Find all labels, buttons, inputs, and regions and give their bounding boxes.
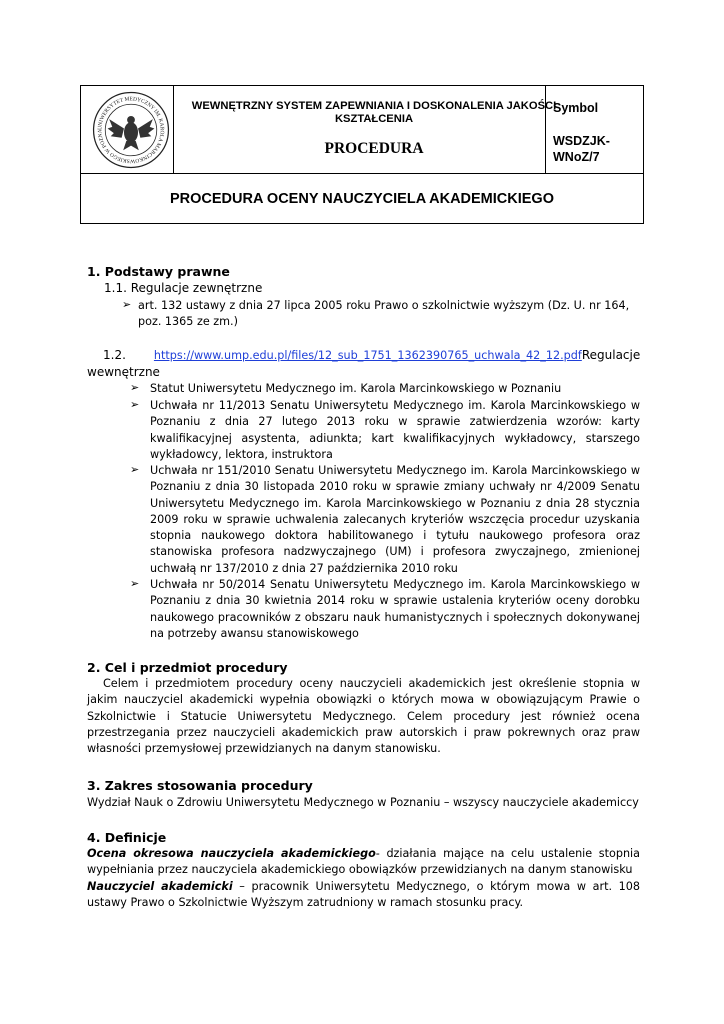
section2-body: Celem i przedmiotem procedury oceny nauczycieli akademickich jest określenie stopnia w jakim nauczyciel akademicki wypełnia obowiązki o których mowa w obowiązującym Prawie o Szkolnictwie i Statucie Uniwersytetu Medycznego. Celem procedury jest również ocena przestrzegania przez nauczycieli akademickich praw autorskich i praw pokrewnych oraz praw własności przemysłowej przewidzianych na danym stanowisku. <box>87 677 640 756</box>
external-regulation-item: art. 132 ustawy z dnia 27 lipca 2005 roku Prawo o szkolnictwie wyższym (Dz. U. nr 164, poz. 1365 ze zm.) <box>138 299 630 329</box>
definition-2 <box>87 879 640 912</box>
definition-1-body: - działania mające na celu ustalenie stopnia wypełniania przez nauczyciela akademickiego obowiązków przewidzianych na danym stanowisku <box>87 847 640 877</box>
definition-1 <box>87 846 640 879</box>
regulations-pdf-link[interactable]: https://www.ump.edu.pl/files/12_sub_1751_1362390765_uchwala_42_12.pdf <box>153 349 582 362</box>
svg-text:UNIWERSYTET MEDYCZNY IM. KAROL: UNIWERSYTET MEDYCZNY IM. KAROLA MARCINKOWSKIEGO W POZNA <box>97 96 165 164</box>
system-title: WEWNĘTRZNY SYSTEM ZAPEWNIANIA I DOSKONALENIA JAKOŚCI KSZTAŁCENIA <box>191 100 557 125</box>
procedura-label: PROCEDURA <box>324 140 424 157</box>
procedure-title: PROCEDURA OCENY NAUCZYCIELA AKADEMICKIEGO <box>169 191 554 207</box>
external-regulations-label: 1.1. Regulacje zewnętrzne <box>104 281 263 295</box>
section2-heading: 2. Cel i przedmiot procedury <box>87 660 288 675</box>
arrow-bullet-icon: ➢ <box>130 399 140 411</box>
symbol-code: WSDZJK-WNoZ/7 <box>553 134 610 164</box>
document-header <box>80 85 644 224</box>
definition-1-term: Ocena okresowa nauczyciela akademickiego <box>87 847 376 860</box>
arrow-bullet-icon: ➢ <box>122 299 132 311</box>
section1-heading: 1. Podstawy prawne <box>87 264 230 279</box>
university-seal-icon <box>92 91 170 169</box>
definition-2-term: Nauczyciel akademicki <box>87 880 233 893</box>
section4-heading: 4. Definicje <box>87 830 167 845</box>
section3-heading: 3. Zakres stosowania procedury <box>87 778 313 793</box>
arrow-bullet-icon: ➢ <box>130 464 140 476</box>
internal-regulation-item: Statut Uniwersytetu Medycznego im. Karola Marcinkowskiego w Poznaniu <box>150 382 562 395</box>
internal-regulation-item: Uchwała nr 11/2013 Senatu Uniwersytetu Medycznego im. Karola Marcinkowskiego w Poznaniu z dnia 27 lutego 2013 roku w sprawie zatwierdzenia wzorów: karty kwalifikacyjnej asystenta, adiunkta; kart kwalifikacyjnych wykładowcy, starszego wykładowcy, lektora, instruktora <box>150 399 640 461</box>
sub2-number: 1.2. <box>103 348 126 362</box>
symbol-label: Symbol <box>553 101 599 115</box>
section3-body: Wydział Nauk o Zdrowiu Uniwersytetu Medycznego w Poznaniu – wszyscy nauczyciele akademiccy <box>87 796 639 809</box>
arrow-bullet-icon: ➢ <box>130 382 140 394</box>
internal-regulation-item: Uchwała nr 151/2010 Senatu Uniwersytetu Medycznego im. Karola Marcinkowskiego w Poznaniu z dnia 30 listopada 2010 roku w sprawie zmiany uchwały nr 4/2009 Senatu Uniwersytetu Medycznego im. Karola Marcinkowskiego w Poznaniu z dnia 28 stycznia 2009 roku w sprawie uchwalenia zalecanych kryteriów wszczęcia procedur uzyskania stopnia naukowego doktora habilitowanego i tytułu naukowego profesora oraz stanowiska profesora nadzwyczajnego (UM) i profesora zwyczajnego, zmienionej uchwałą nr 137/2010 z dnia 27 października 2010 roku <box>150 464 640 575</box>
definition-2-body: – pracownik Uniwersytetu Medycznego, o którym mowa w art. 108 ustawy Prawo o Szkolnictwie Wyższym zatrudniony w ramach stosunku pracy. <box>87 880 640 910</box>
internal-regulation-item: Uchwała nr 50/2014 Senatu Uniwersytetu Medycznego im. Karola Marcinkowskiego w Poznaniu z dnia 30 kwietnia 2014 roku w sprawie ustalenia kryteriów oceny dorobku naukowego pracowników z obszaru nauk humanistycznych i społecznych dokonywanej na potrzeby awansu stanowiskowego <box>150 578 640 640</box>
arrow-bullet-icon: ➢ <box>130 578 140 590</box>
internal-regulations-label: Regulacje wewnętrzne <box>87 348 641 379</box>
internal-regulations-line <box>87 347 643 381</box>
